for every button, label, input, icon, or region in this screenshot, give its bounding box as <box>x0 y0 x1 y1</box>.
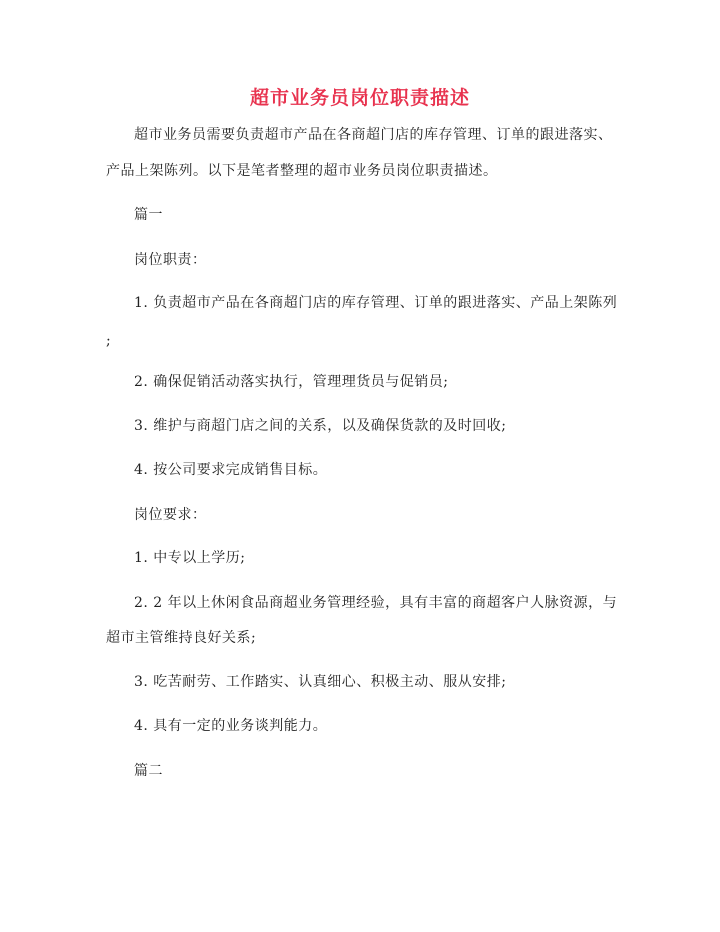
section-heading-2: 篇二 <box>134 763 163 779</box>
intro-paragraph-line-2: 产品上架陈列。以下是笔者整理的超市业务员岗位职责描述。 <box>106 163 498 179</box>
duty-item-1: 1. 负责超市产品在各商超门店的库存管理、订单的跟进落实、产品上架陈列 <box>134 295 618 311</box>
requirement-item-2: 2. 2 年以上休闲食品商超业务管理经验，具有丰富的商超客户人脉资源，与 <box>134 595 618 611</box>
requirement-item-2-continuation: 超市主管维持良好关系; <box>106 630 257 646</box>
duty-item-2: 2. 确保促销活动落实执行，管理理货员与促销员; <box>134 374 449 390</box>
duties-heading: 岗位职责： <box>134 252 207 268</box>
section-heading-1: 篇一 <box>134 207 163 223</box>
duty-item-3: 3. 维护与商超门店之间的关系，以及确保货款的及时回收; <box>134 418 507 434</box>
requirement-item-1: 1. 中专以上学历; <box>134 550 246 566</box>
intro-paragraph-line-1: 超市业务员需要负责超市产品在各商超门店的库存管理、订单的跟进落实、 <box>134 127 613 143</box>
document-title: 超市业务员岗位职责描述 <box>249 87 470 109</box>
duty-item-1-continuation: ; <box>106 333 112 349</box>
duty-item-4: 4. 按公司要求完成销售目标。 <box>134 462 328 478</box>
requirement-item-3: 3. 吃苦耐劳、工作踏实、认真细心、积极主动、服从安排; <box>134 674 507 690</box>
requirements-heading: 岗位要求： <box>134 507 207 523</box>
requirement-item-4: 4. 具有一定的业务谈判能力。 <box>134 718 328 734</box>
